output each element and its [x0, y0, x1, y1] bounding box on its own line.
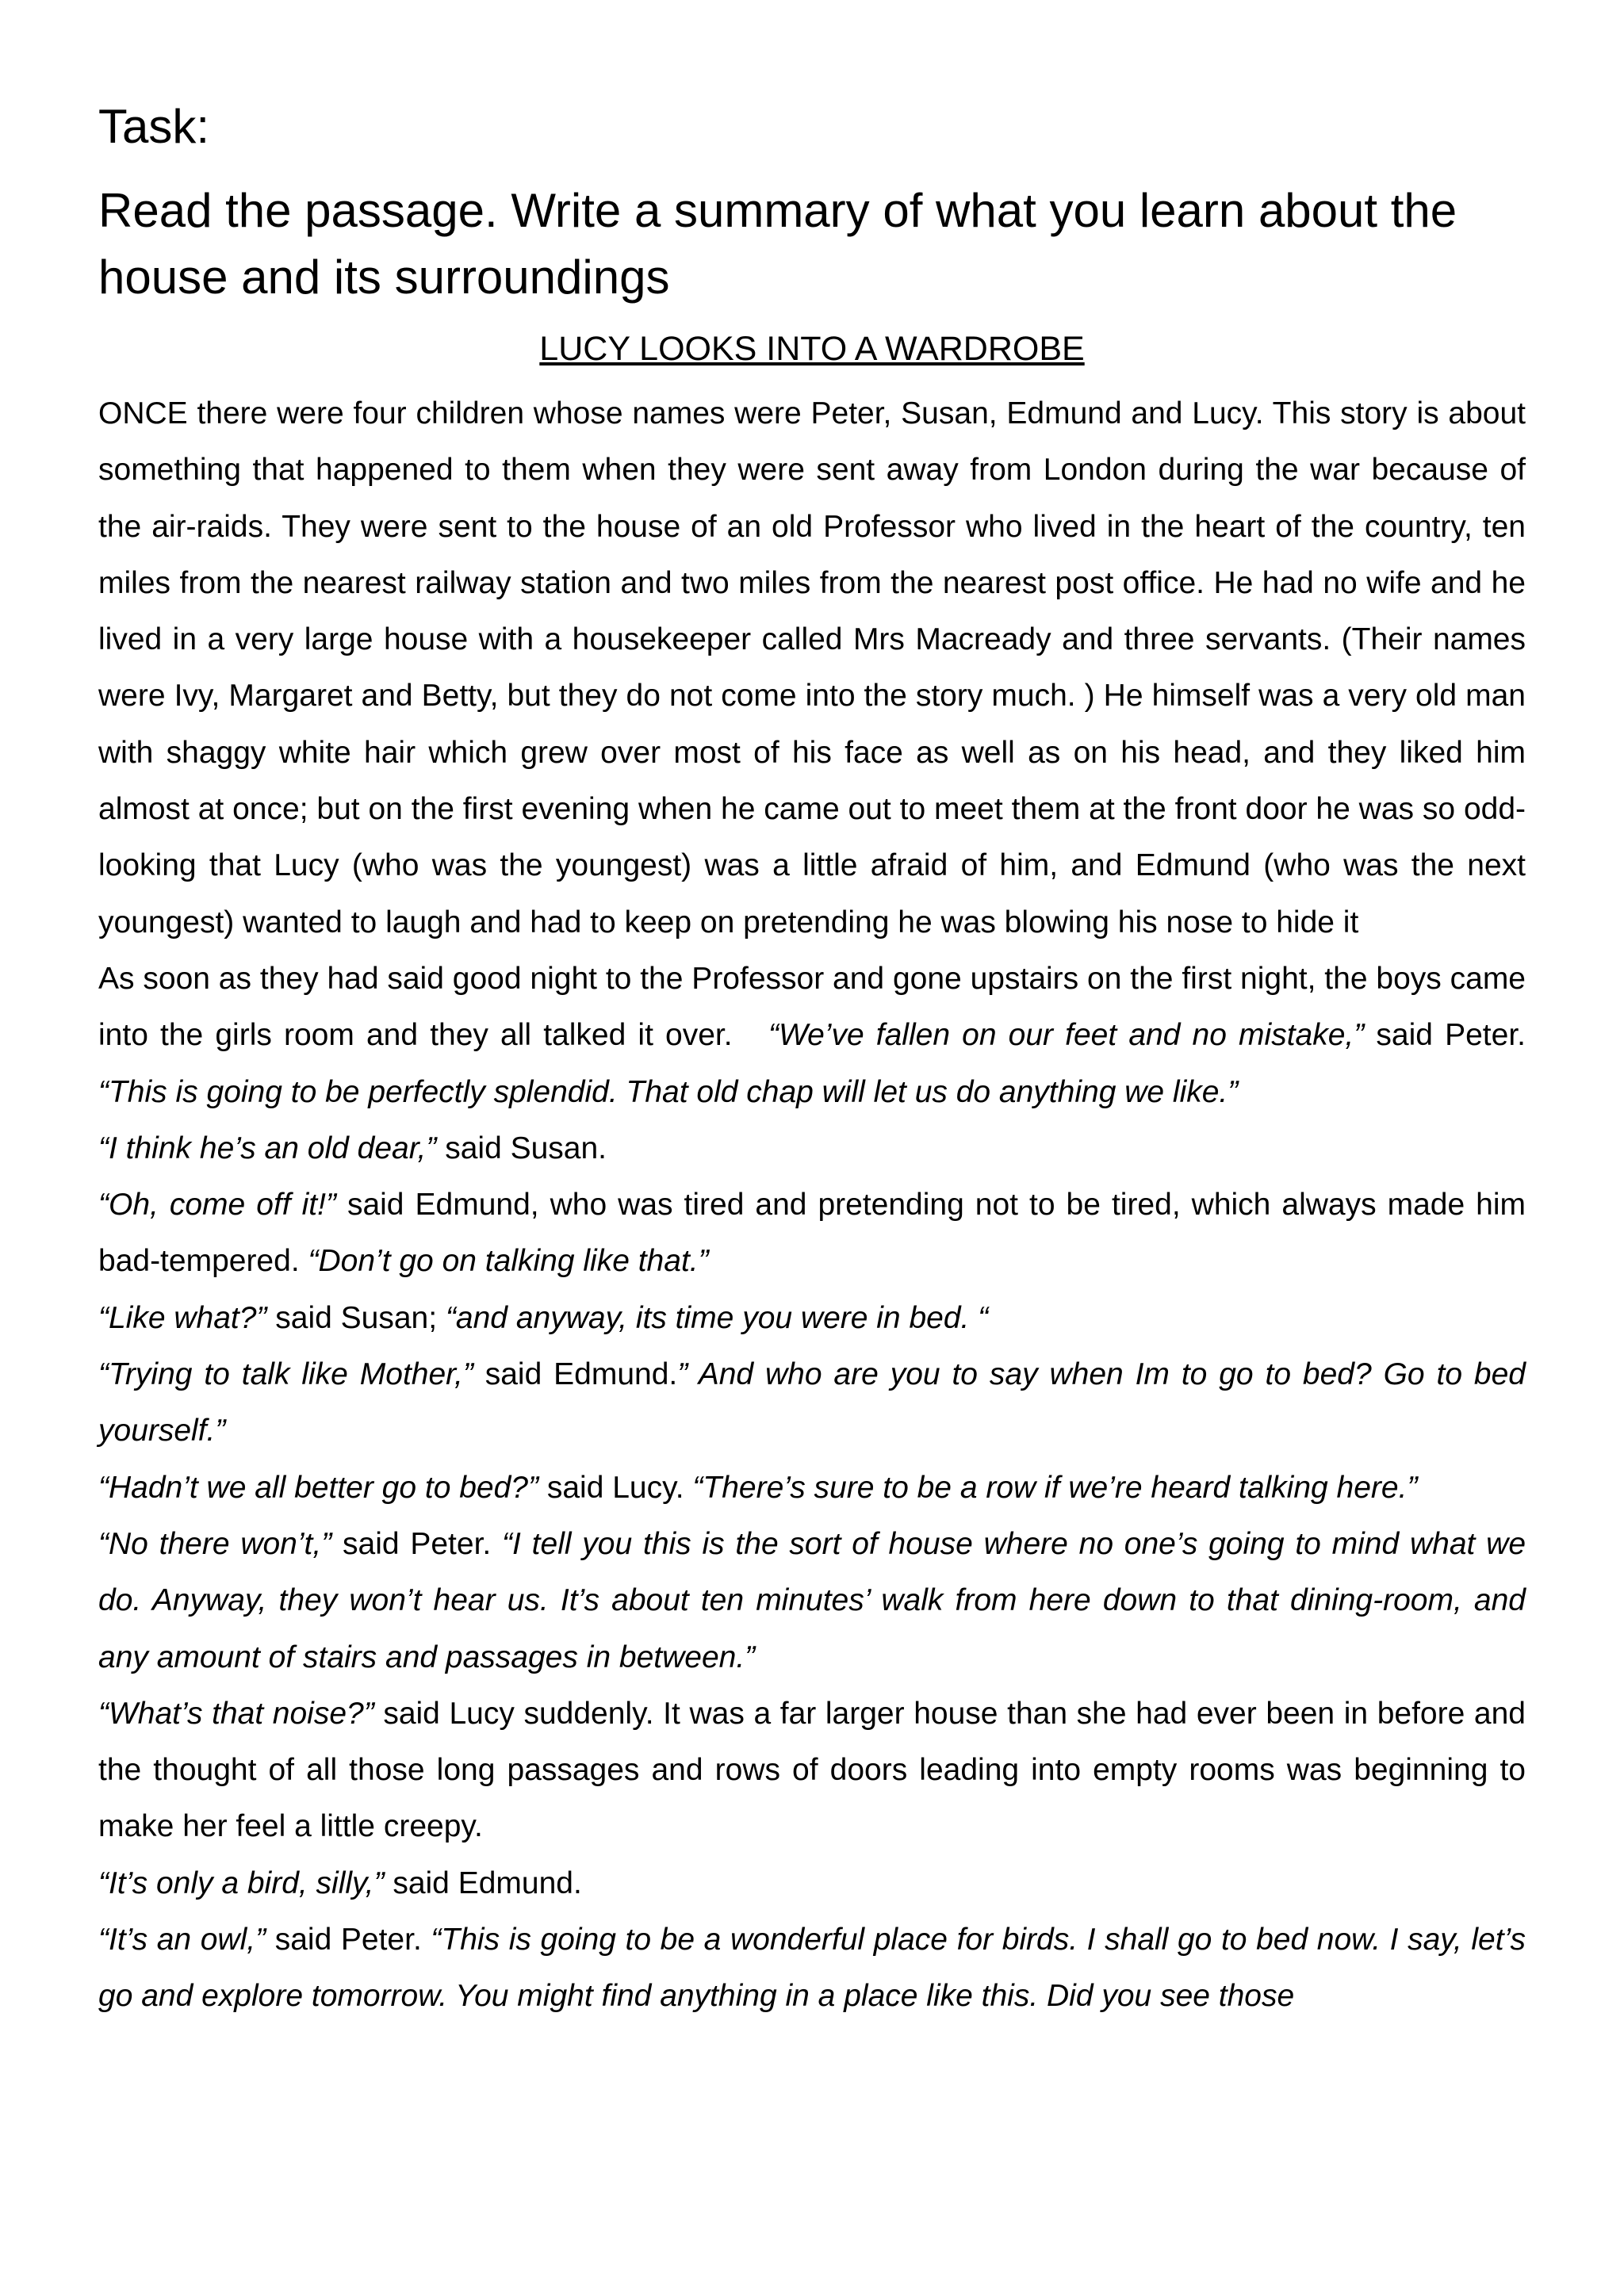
- p10-said: said Edmund.: [393, 1866, 582, 1900]
- p6-quote-2: ” And who are you to say when Im to go to bed? Go to bed yourself.”: [98, 1357, 1526, 1448]
- p7-quote-1: “Hadn’t we all better go to bed?”: [98, 1470, 538, 1505]
- paragraph-11: [98, 1911, 1526, 2025]
- p10-quote: “It’s only a bird, silly,”: [98, 1866, 385, 1900]
- paragraph-5: [98, 1290, 1526, 1346]
- p2-said: said Peter.: [1376, 1018, 1526, 1053]
- paragraph-6: [98, 1346, 1526, 1460]
- paragraph-2: [98, 951, 1526, 1120]
- p6-said: said Edmund.: [485, 1357, 678, 1392]
- p8-quote-1: “No there won’t,”: [98, 1526, 332, 1561]
- p9-quote: “What’s that noise?”: [98, 1696, 374, 1731]
- paragraph-4: [98, 1177, 1526, 1290]
- p7-quote-2: “There’s sure to be a row if we’re heard talking here.”: [692, 1470, 1418, 1505]
- p9-text: said Lucy suddenly. It was a far larger house than she had ever been in before and the thought of all those long passages and rows of doors leading into empty rooms was beginning to make her feel a little creepy.: [98, 1696, 1526, 1844]
- task-instructions: Read the passage. Write a summary of what you learn about the house and its surroundings: [98, 184, 1457, 304]
- p3-quote: “I think he’s an old dear,”: [98, 1131, 437, 1165]
- p8-said: said Peter.: [343, 1526, 492, 1561]
- p6-quote-1: “Trying to talk like Mother,”: [98, 1357, 473, 1392]
- p4-text: said Edmund, who was tired and pretending not to be tired, which always made him bad-tempered.: [98, 1188, 1526, 1279]
- p2-text: As soon as they had said good night to the Professor and gone upstairs on the first night, the boys came into the girls room and they all talked it over.: [98, 961, 1526, 1053]
- p2-quote-1: “We’ve fallen on our feet and no mistake,”: [768, 1018, 1365, 1053]
- paragraph-3: [98, 1120, 1526, 1177]
- paragraph-1: [98, 385, 1526, 951]
- p4-quote-2: “Don’t go on talking like that.”: [308, 1244, 709, 1279]
- p5-said: said Susan;: [275, 1300, 438, 1335]
- story-title: LUCY LOOKS INTO A WARDROBE: [539, 330, 1085, 368]
- p11-said: said Peter.: [274, 1923, 422, 1957]
- paragraph-7: [98, 1460, 1526, 1516]
- p3-said: said Susan.: [445, 1131, 607, 1165]
- p2-quote-2: “This is going to be perfectly splendid. That old chap will let us do anything we like.”: [98, 1074, 1239, 1109]
- passage: [98, 385, 1526, 2025]
- p4-quote-1: “Oh, come off it!”: [98, 1188, 336, 1223]
- p5-quote-1: “Like what?”: [98, 1300, 267, 1335]
- p11-quote-1: “It’s an owl,”: [98, 1923, 266, 1957]
- p7-said: said Lucy.: [546, 1470, 684, 1505]
- p8-quote-2: “I tell you this is the sort of house where no one’s going to mind what we do. Anyway, they won’t hear us. It’s about ten minutes’ walk from here down to that dining-room, and any amount of stairs and passages in between.”: [98, 1526, 1526, 1674]
- task-label: Task:: [98, 100, 210, 153]
- paragraph-8: [98, 1516, 1526, 1686]
- p1-text: ONCE there were four children whose names were Peter, Susan, Edmund and Lucy. This story is about something that happened to them when they were sent away from London during the war because of the air-raids. They were sent to the house of an old Professor who lived in the heart of the country, ten miles from the nearest railway station and two miles from the nearest post office. He had no wife and he lived in a very large house with a housekeeper called Mrs Macready and three servants. (Their names were Ivy, Margaret and Betty, but they do not come into the story much. ) He himself was a very old man with shaggy white hair which grew over most of his face as well as on his head, and they liked him almost at once; but on the first evening when he came out to meet them at the front door he was so odd-looking that Lucy (who was the youngest) was a little afraid of him, and Edmund (who was the next youngest) wanted to laugh and had to keep on pretending he was blowing his nose to hide it: [98, 396, 1526, 939]
- p11-quote-2: “This is going to be a wonderful place for birds. I shall go to bed now. I say, let’s go and explore tomorrow. You might find anything in a place like this. Did you see those: [98, 1923, 1526, 2014]
- p5-quote-2: “and anyway, its time you were in bed. “: [445, 1300, 989, 1335]
- paragraph-10: [98, 1855, 1526, 1911]
- paragraph-9: [98, 1686, 1526, 1855]
